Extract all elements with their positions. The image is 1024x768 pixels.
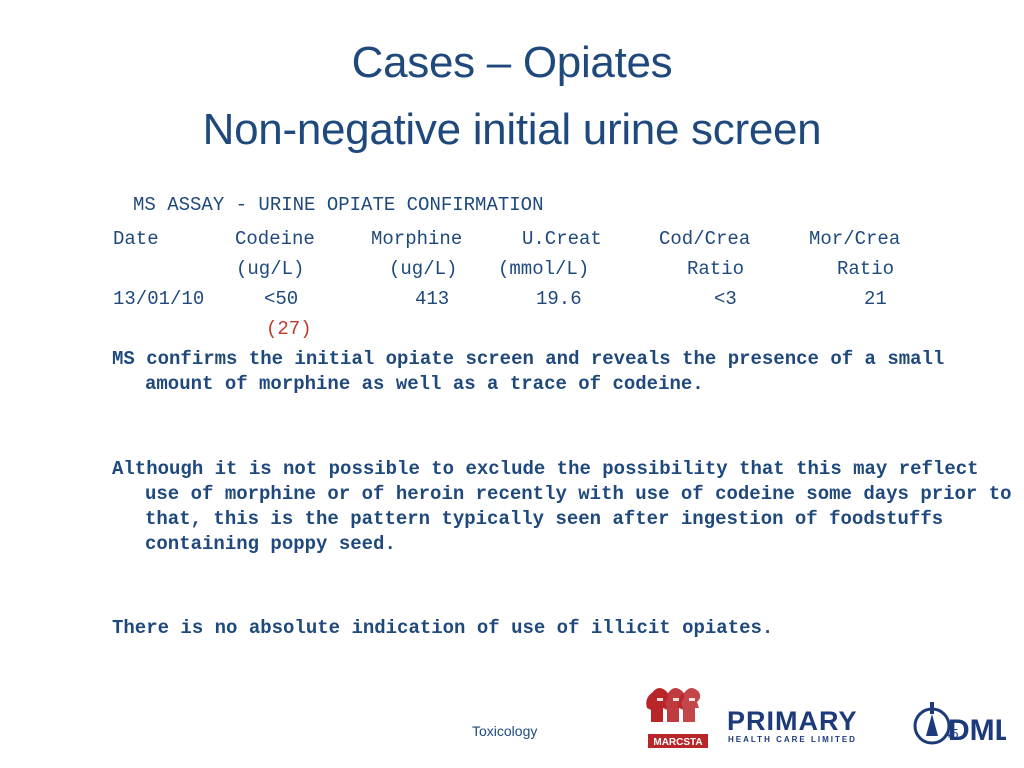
codeine-subnote: (27): [266, 318, 312, 340]
unit-cod-crea: Ratio: [687, 258, 745, 280]
unit-ucreat: (mmol/L): [498, 258, 590, 280]
header-morphine: Morphine: [371, 228, 463, 250]
cell-ucreat: 19.6: [536, 288, 582, 310]
assay-heading: MS ASSAY - URINE OPIATE CONFIRMATION: [133, 194, 544, 216]
cell-codeine: <50: [264, 288, 299, 310]
marcsta-logo: [643, 684, 713, 750]
slide-title-line2: Non-negative initial urine screen: [202, 105, 822, 154]
slide-title-line1: Cases – Opiates: [351, 38, 673, 87]
unit-morphine: (ug/L): [389, 258, 458, 280]
header-ucreat: U.Creat: [522, 228, 602, 250]
paragraph-although: Although it is not possible to exclude the possibility that this may reflect use of morphine or of heroin recently with use of codeine some days prior to that, this is the pattern typically seen after ingestion of foodstuffs containing poppy seed.: [112, 458, 1012, 555]
slide-number: 45: [944, 726, 959, 741]
dml-logo: [912, 696, 1006, 752]
marcsta-logo-text: MARCSTA: [653, 737, 703, 748]
paragraph-conclusion: There is no absolute indication of use of illicit opiates.: [112, 617, 774, 639]
cell-cod-crea: <3: [714, 288, 737, 310]
unit-codeine: (ug/L): [236, 258, 305, 280]
primary-logo-subtext: HEALTH CARE LIMITED: [728, 735, 857, 744]
cell-date: 13/01/10: [113, 288, 205, 310]
cell-mor-crea: 21: [864, 288, 887, 310]
cell-morphine: 413: [415, 288, 450, 310]
unit-mor-crea: Ratio: [837, 258, 895, 280]
header-codeine: Codeine: [235, 228, 315, 250]
header-cod-crea: Cod/Crea: [659, 228, 751, 250]
header-date: Date: [113, 228, 159, 250]
header-mor-crea: Mor/Crea: [809, 228, 901, 250]
paragraph-ms-confirms: MS confirms the initial opiate screen and reveals the presence of a small amount of morphine as well as a trace of codeine.: [112, 348, 945, 395]
footer-label: Toxicology: [472, 723, 538, 739]
dml-logo-text: DML: [948, 714, 1006, 747]
primary-logo-text: PRIMARY: [727, 706, 858, 736]
primary-logo: [726, 706, 906, 746]
